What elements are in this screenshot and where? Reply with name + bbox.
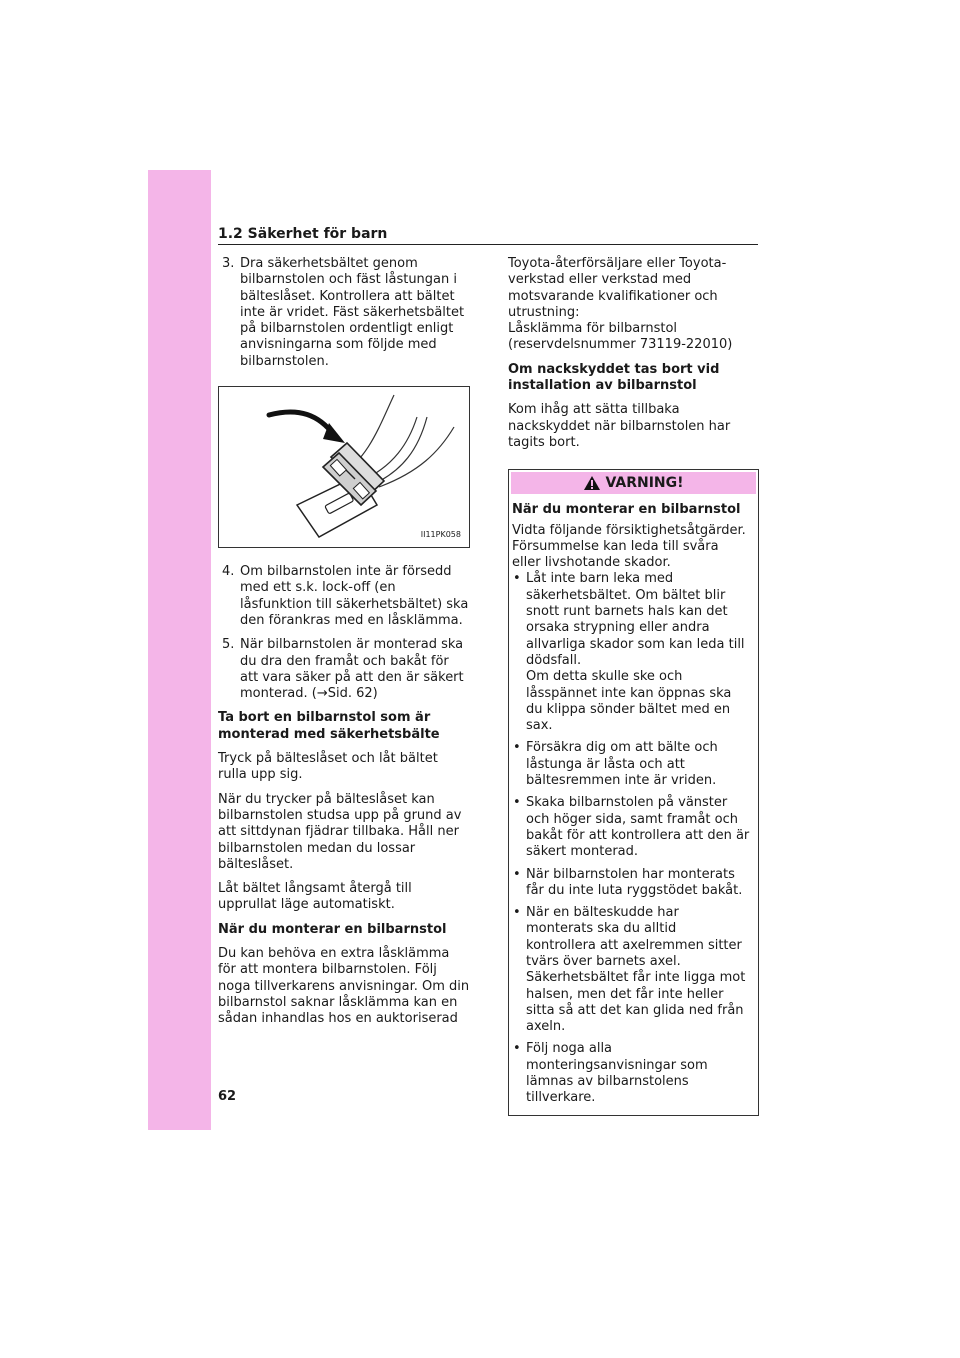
bullet-glyph: • <box>513 740 521 756</box>
figure-code: II11PK058 <box>420 529 461 539</box>
step-number: 3. <box>222 256 235 271</box>
warning-bullet <box>512 795 750 860</box>
left-column <box>218 256 470 1036</box>
bullet-glyph: • <box>513 866 521 882</box>
warning-label: VARNING! <box>605 475 684 492</box>
headrest-heading: Om nackskyddet tas bort vid installation av bilbarnstol <box>508 361 720 394</box>
part-number: (reservdelsnummer 73119-22010) <box>508 337 733 353</box>
warning-bullet <box>512 740 750 789</box>
bullet-text: Skaka bilbarnstolen på vänster och höger sida, samt framåt och bakåt för att kontrollera att den är säkert monterad. <box>526 795 750 860</box>
warning-bullet <box>512 1041 750 1106</box>
bullet-glyph: • <box>513 905 521 921</box>
right-column <box>508 256 760 1116</box>
bullet-glyph: • <box>513 1041 521 1057</box>
bullet-text: Försäkra dig om att bälte och låstunga är låsta och att bältesremmen inte är vriden. <box>526 740 718 789</box>
warning-title: När du monterar en bilbarnstol <box>512 502 741 518</box>
warning-bullet <box>512 571 750 734</box>
step-4 <box>218 564 470 629</box>
remove-paragraph-3: Låt bältet långsamt återgå till upprullat läge automatiskt. <box>218 881 412 913</box>
warning-bullet <box>512 905 750 1035</box>
continued-text: Toyota-återförsäljare eller Toyota-verkstad eller verkstad med motsvarande kvalifikationer och utrustning: <box>508 256 727 320</box>
bullet-text: Låt inte barn leka med säkerhetsbältet. Om bältet blir snott runt barnets hals kan det orsaka strypning eller andra allvarliga skador som kan leda till dödsfall. <box>526 571 745 668</box>
bullet-text: Följ noga alla monteringsanvisningar som lämnas av bilbarnstolens tillverkare. <box>526 1041 708 1106</box>
step-3 <box>218 256 470 370</box>
bullet-text: När bilbarnstolen har monterats får du inte luta ryggstödet bakåt. <box>526 866 743 898</box>
step-number: 4. <box>222 564 235 580</box>
mount-heading: När du monterar en bilbarnstol <box>218 921 447 937</box>
warning-intro: Vidta följande försiktighetsåtgärder. Försummelse kan leda till svåra eller livshotande skador. <box>512 522 746 571</box>
step-text: När bilbarnstolen är monterad ska du dra den framåt och bakåt för att vara säker på att den är säkert monterad. (→Sid. 62) <box>240 637 464 702</box>
warning-triangle-icon <box>583 475 601 491</box>
warning-box <box>508 469 759 1115</box>
warning-header <box>511 472 756 494</box>
header-rule <box>218 244 758 245</box>
warning-body <box>509 496 758 1114</box>
step-5 <box>218 637 470 702</box>
step-text: Dra säkerhetsbältet genom bilbarnstolen och fäst låstungan i bälteslåset. Kontrollera att bältet inte är vridet. Fäst säkerhetsbältet på bilbarnstolen ordentligt enligt anvisningarna som följde med bilbarnstolen. <box>240 256 465 369</box>
bullet-glyph: • <box>513 795 521 811</box>
remove-paragraph-1: Tryck på bälteslåset och låt bältet rulla upp sig. <box>218 751 438 783</box>
locking-clip-illustration <box>219 387 469 547</box>
headrest-paragraph: Kom ihåg att sätta tillbaka nackskyddet när bilbarnstolen har tagits bort. <box>508 402 731 450</box>
remove-heading: Ta bort en bilbarnstol som är monterad med säkerhetsbälte <box>218 710 440 742</box>
step-text: Om bilbarnstolen inte är försedd med ett s.k. lock-off (en låsfunktion till säkerhetsbältet) ska den förankras med en låsklämma. <box>240 564 469 628</box>
step-number: 5. <box>222 637 235 653</box>
seatbelt-locking-clip-figure <box>218 386 470 548</box>
bullet-glyph: • <box>513 571 521 587</box>
warning-bullet <box>512 867 750 900</box>
bullet-text-extra: Om detta skulle ske och låsspännet inte kan öppnas ska du klippa sönder bältet med en sax. <box>526 669 732 734</box>
remove-paragraph-2: När du trycker på bälteslåset kan bilbarnstolen studsa upp på grund av att sittdynan fjädrar tillbaka. Håll ner bilbarnstolen medan du lossar bälteslåset. <box>218 791 462 872</box>
part-name: Låsklämma för bilbarnstol <box>508 321 678 337</box>
bullet-text: När en bälteskudde har monterats ska du alltid kontrollera att axelremmen sitter tvärs över barnets axel. Säkerhetsbältet får inte ligga mot halsen, men det får inte heller sitta så att det kan glida ned från axeln. <box>526 905 746 1035</box>
mount-paragraph: Du kan behöva en extra låsklämma för att montera bilbarnstolen. Följ noga tillverkarens anvisningar. Om din bilbarnstol saknar låsklämma kan en sådan inhandlas hos en auktoriserad <box>218 946 470 1027</box>
section-header: 1.2 Säkerhet för barn <box>218 226 388 242</box>
chapter-sidebar <box>148 170 211 1130</box>
page-number: 62 <box>218 1089 237 1104</box>
